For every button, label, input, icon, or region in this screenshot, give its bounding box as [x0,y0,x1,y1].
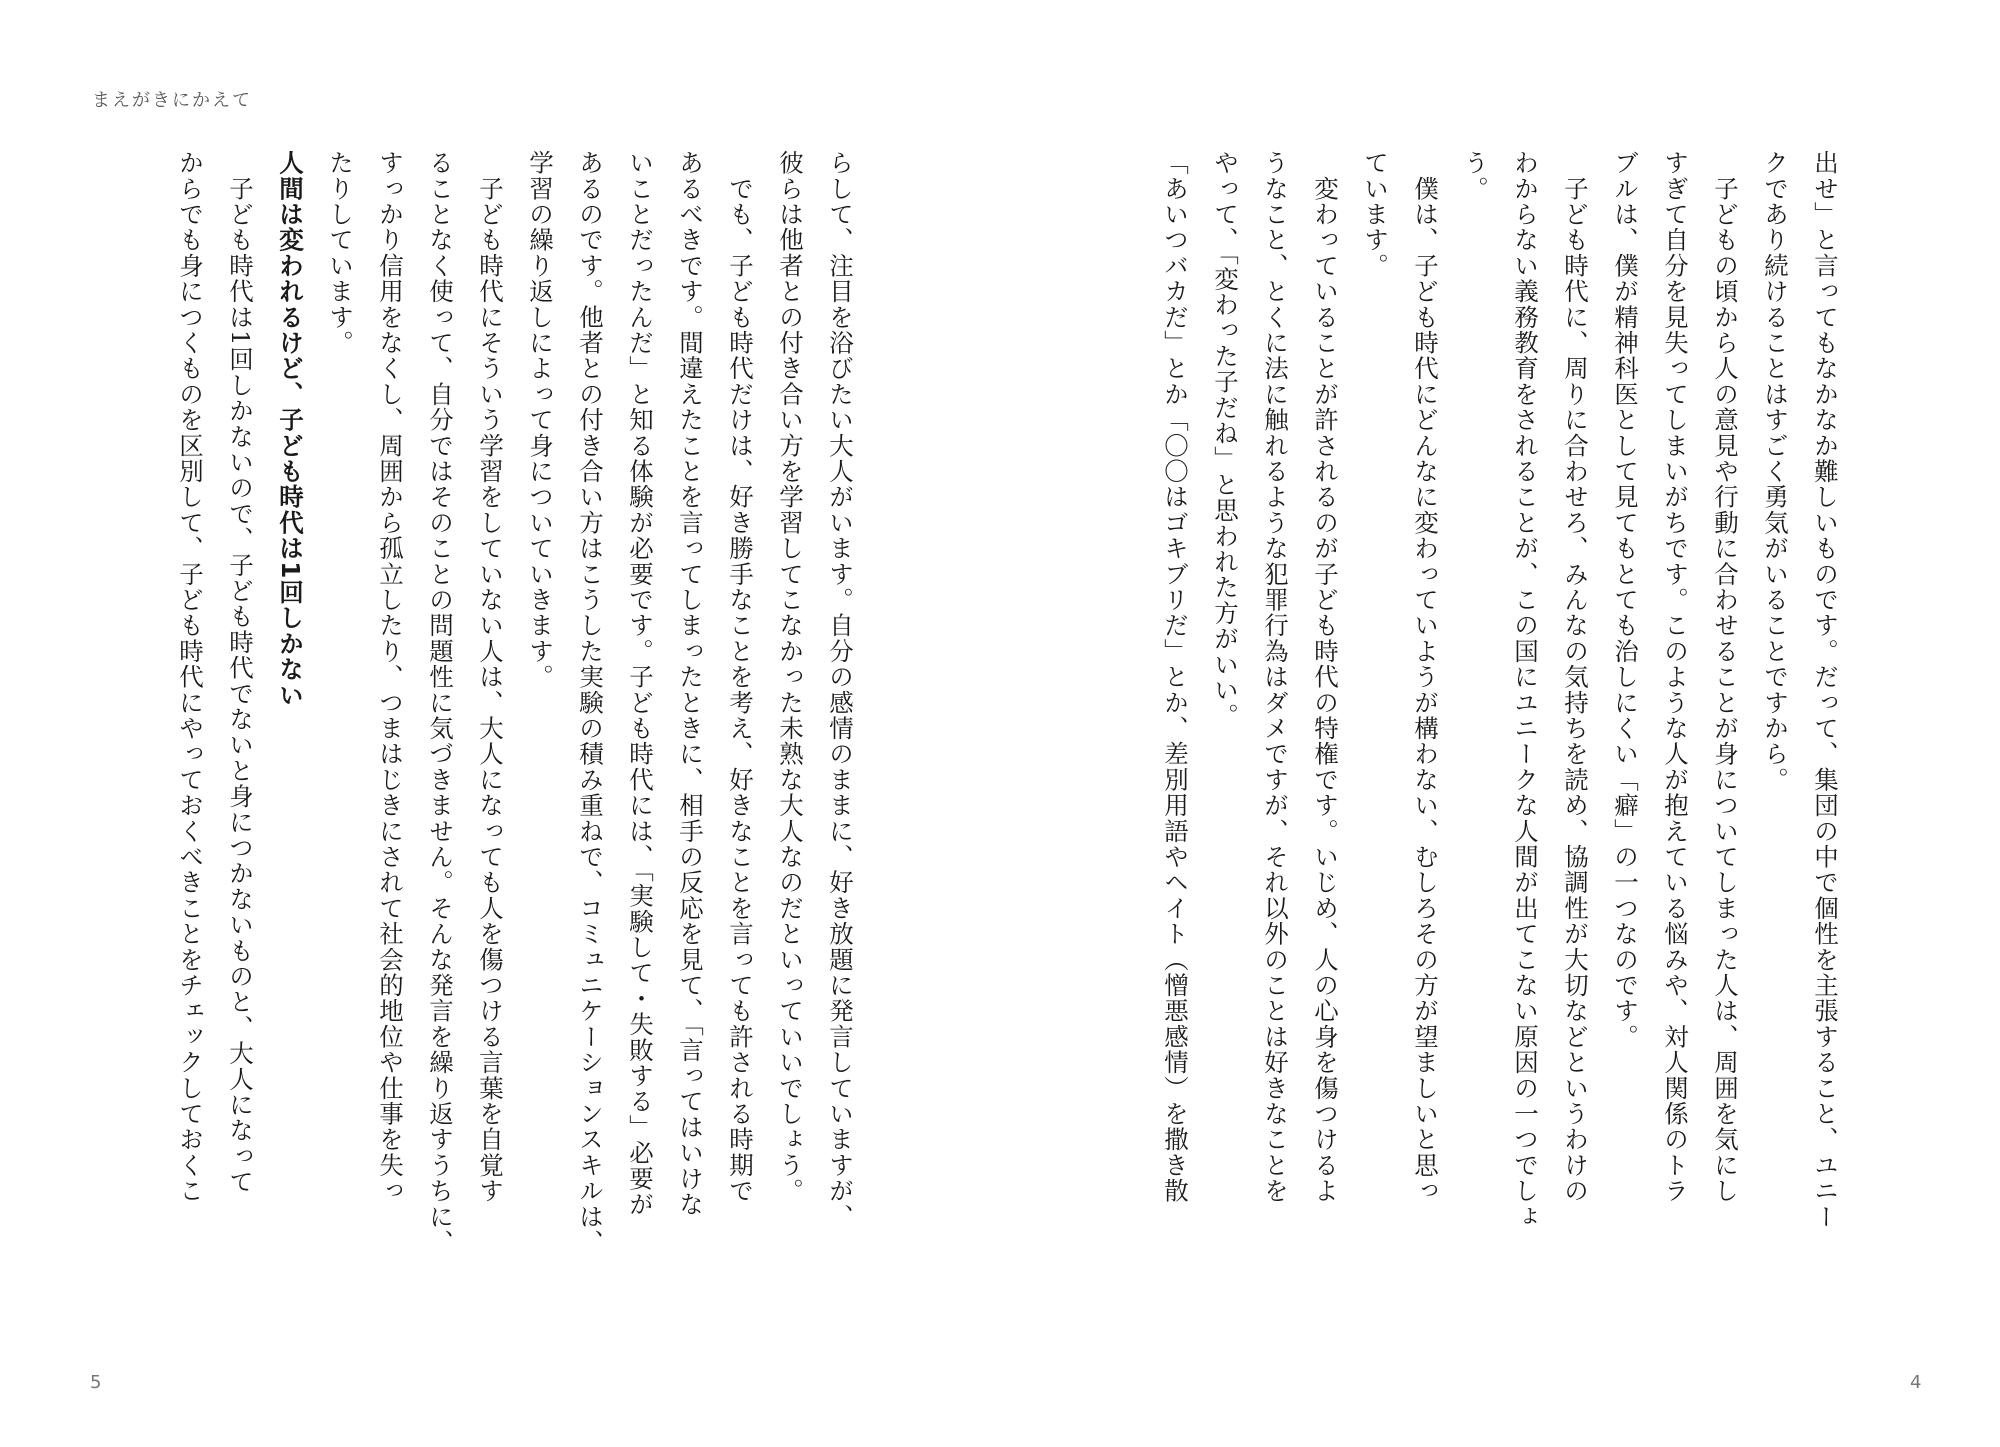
text-column: すぎて自分を見失ってしまいがちです。このような人が抱えている悩みや、対人関係のトラ [1661,150,1690,1204]
text-column: 変わっていることが許されるのが子ども時代の特権です。いじめ、人の心身を傷つけるよ [1311,150,1340,1204]
text-column: 子ども時代は1回しかないので、子ども時代でないと身につかないものと、大人になって [226,150,255,1195]
text-column: あるべきです。間違えたことを言ってしまったときに、相手の反応を見て、「言ってはいけな [676,150,705,1218]
text-column: わからない義務教育をされることが、この国にユニークな人間が出てこない原因の一つでしょ [1511,150,1540,1230]
text-column: 子ども時代にそういう学習をしていない人は、大人になっても人を傷つける言葉を自覚す [476,150,505,1204]
text-column: あるのです。他者との付き合い方はこうした実験の積み重ねで、コミュニケーションスキルは、 [576,150,605,1256]
text-column: 彼らは他者との付き合い方を学習してこなかった未熟な大人なのだといっていいでしょう。 [776,150,805,1204]
left-page-text [165,150,865,1300]
text-column: 「あいつバカだ」とか「〇〇はゴキブリだ」とか、差別用語やヘイト（憎悪感情）を撒き散 [1161,150,1190,1204]
page-number-left: 5 [90,1372,102,1393]
text-column: 出せ」と言ってもなかなか難しいものです。だって、集団の中で個性を主張すること、ユニー [1811,150,1840,1230]
text-column: 僕は、子ども時代にどんなに変わっていようが構わない、むしろその方が望ましいと思っ [1411,150,1440,1204]
section-heading: 人間は変われるけど、子ども時代は1回しかない [276,150,305,708]
text-column: う。 [1461,150,1490,202]
page-number-right: 4 [1910,1372,1922,1393]
text-column: うなこと、とくに法に触れるような犯罪行為はダメですが、それ以外のことは好きなことを [1261,150,1290,1204]
text-column: すっかり信用をなくし、周囲から孤立したり、つまはじきにされて社会的地位や仕事を失っ [376,150,405,1204]
text-column: からでも身につくものを区別して、子ども時代にやっておくべきことをチェックしておくこ [176,150,205,1204]
right-page-text [1161,150,1850,1300]
text-column: でも、子ども時代だけは、好き勝手なことを考え、好きなことを言っても許される時期で [726,150,755,1204]
text-column: いことだったんだ」と知る体験が必要です。子ども時代には、「実験して・失敗する」必要が [626,150,655,1218]
text-column: たりしています。 [326,150,355,356]
text-column: らして、注目を浴びたい大人がいます。自分の感情のままに、好き放題に発言していますが、 [826,150,855,1230]
text-column: ることなく使って、自分ではそのことの問題性に気づきません。そんな発言を繰り返すうちに、 [426,150,455,1256]
text-column: やって、「変わった子だね」と思われた方がいい。 [1211,150,1240,729]
text-column: ブルは、僕が精神科医として見てもとても治しにくい「癖」の一つなのです。 [1611,150,1640,1050]
text-column: 子どもの頃から人の意見や行動に合わせることが身についてしまった人は、周囲を気にし [1711,150,1740,1204]
text-column: 子ども時代に、周りに合わせろ、みんなの気持ちを読め、協調性が大切などというわけの [1561,150,1590,1204]
running-head: まえがきにかえて [92,90,252,111]
text-column: クであり続けることはすごく勇気がいることですから。 [1761,150,1790,793]
text-column: 学習の繰り返しによって身についていきます。 [526,150,555,690]
text-column: ています。 [1361,150,1390,279]
